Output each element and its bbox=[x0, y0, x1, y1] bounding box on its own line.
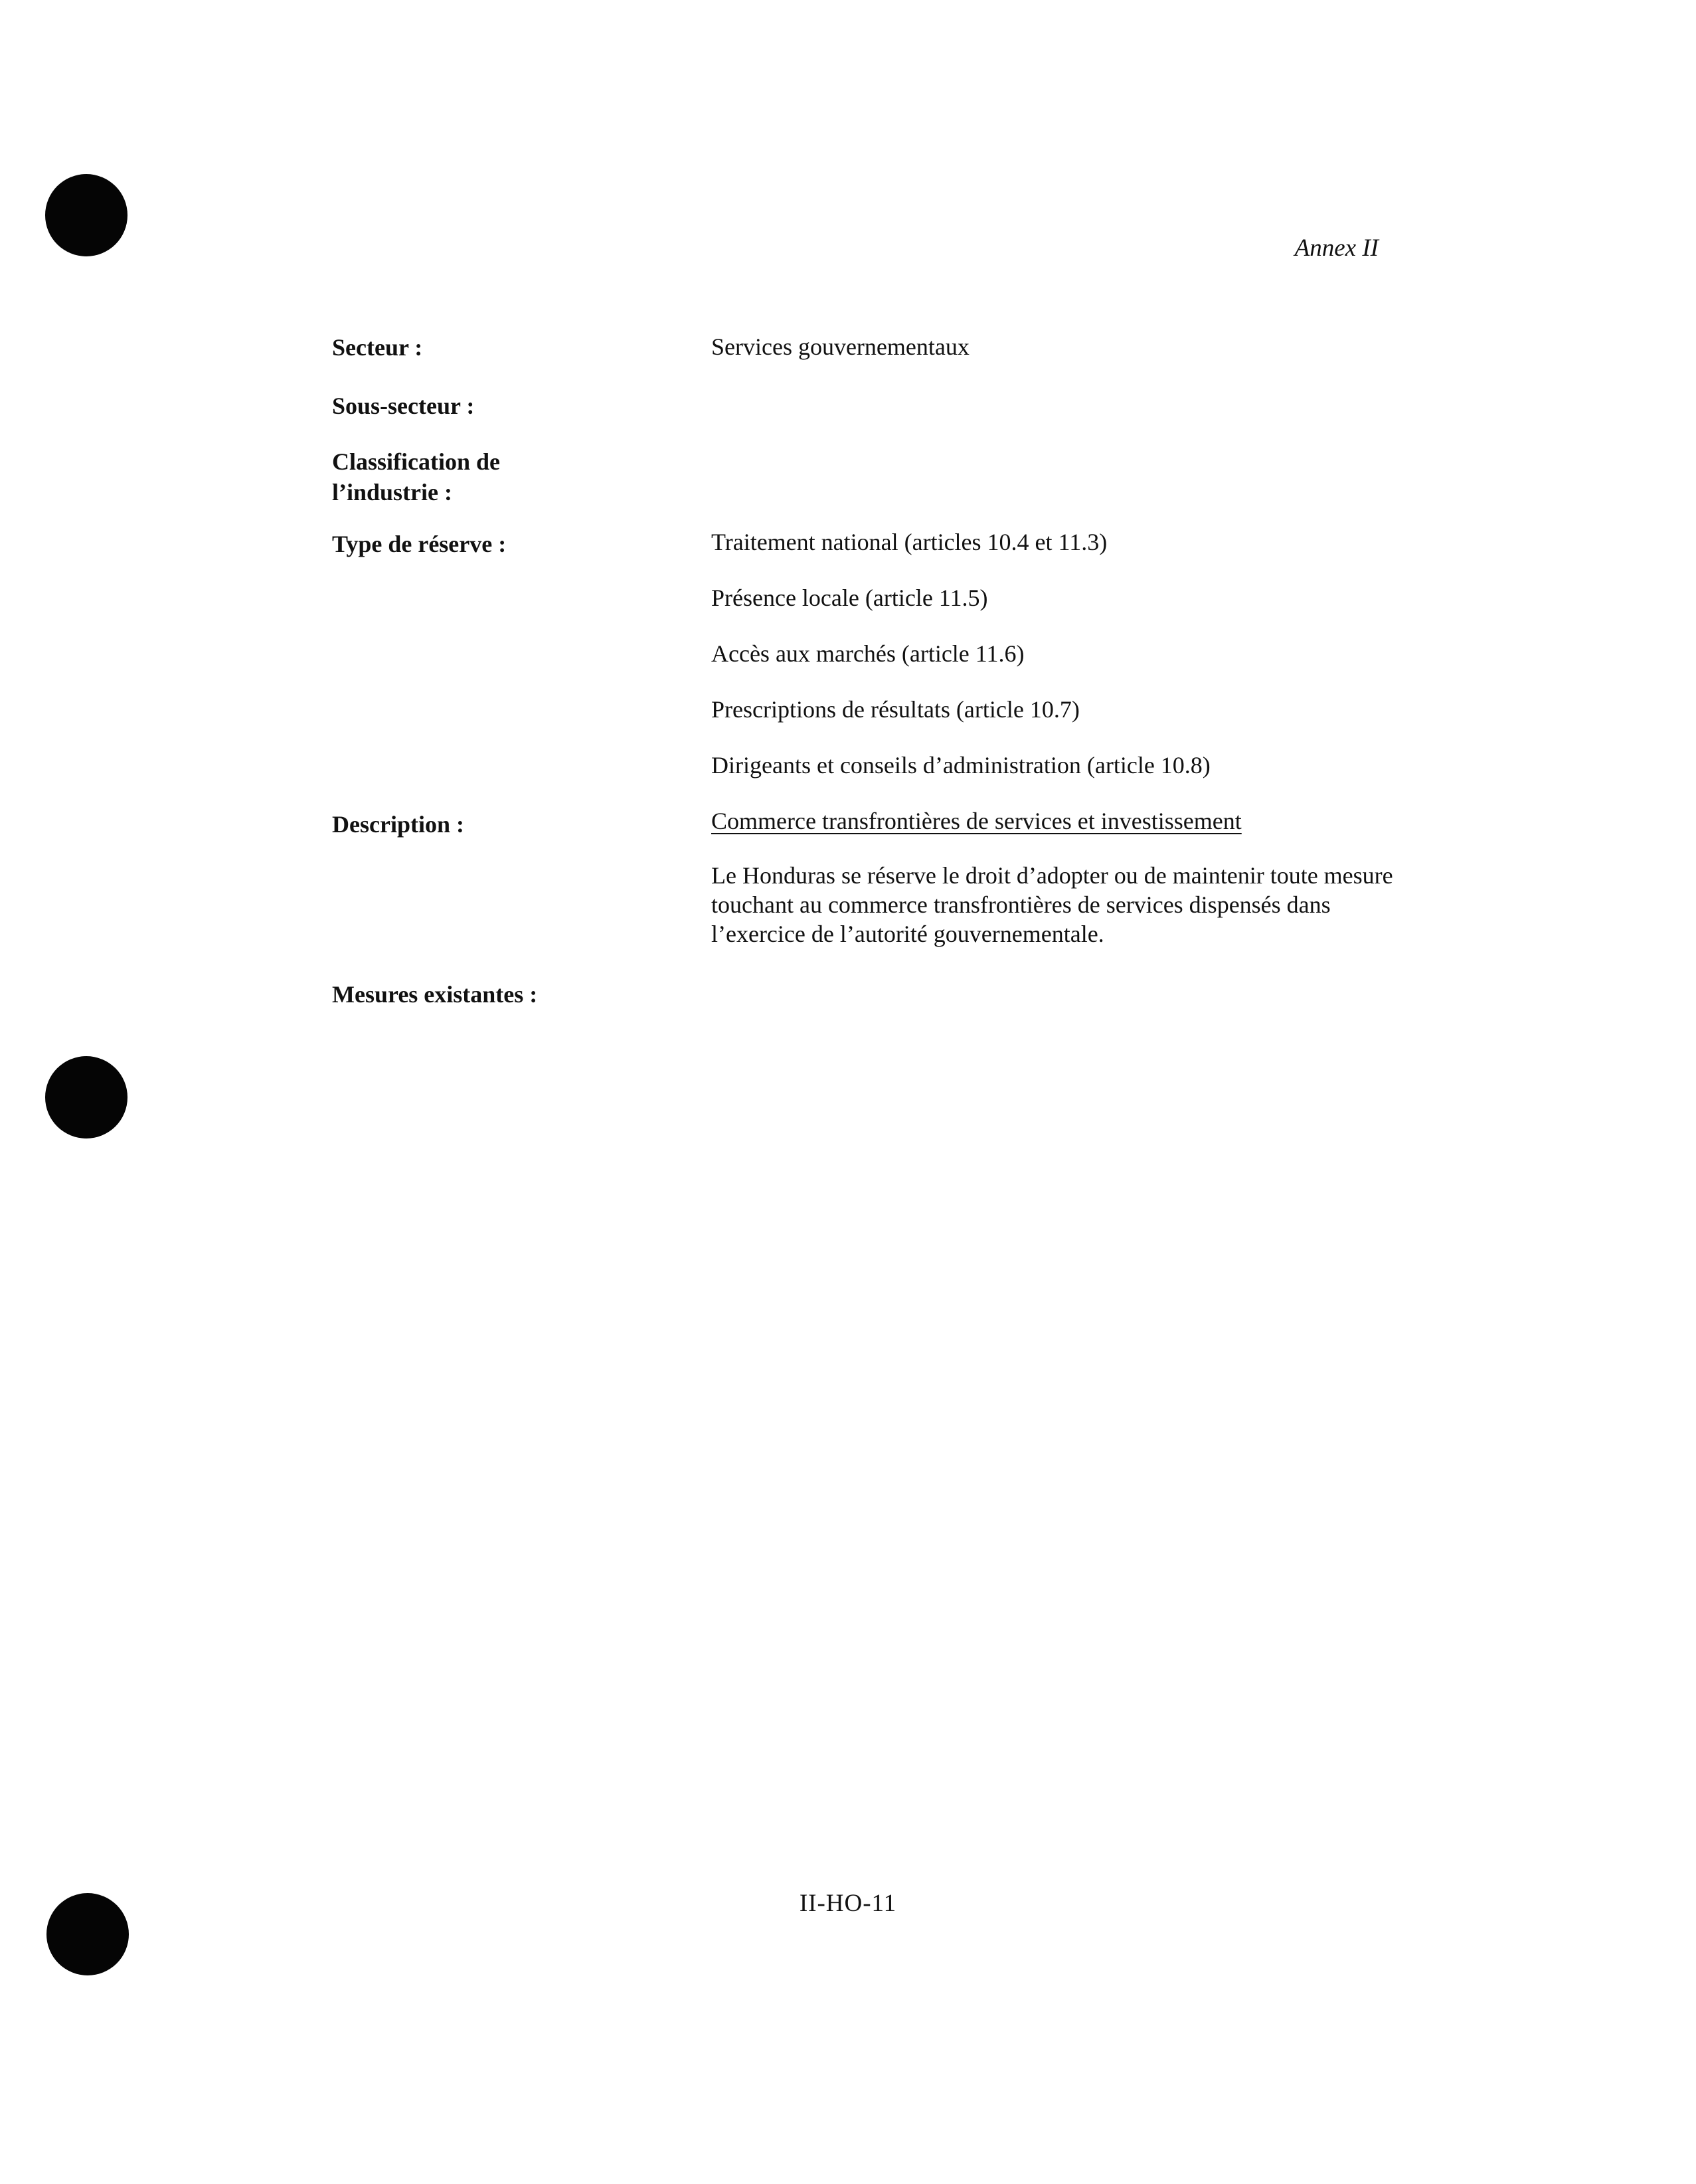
secteur-value: Services gouvernementaux bbox=[711, 333, 970, 360]
classification-label bbox=[332, 446, 611, 507]
secteur-label: Secteur : bbox=[332, 334, 423, 361]
description-label: Description : bbox=[332, 811, 464, 838]
type-reserve-item: Dirigeants et conseils d’administration (article 10.8) bbox=[711, 752, 1211, 778]
page-number: II-HO-11 bbox=[799, 1890, 897, 1917]
classification-label-line2: l’industrie : bbox=[332, 479, 453, 505]
classification-label-line1: Classification de bbox=[332, 448, 501, 475]
type-reserve-item: Traitement national (articles 10.4 et 11.3) bbox=[711, 529, 1108, 555]
binder-hole-middle bbox=[45, 1056, 127, 1138]
mesures-existantes-label: Mesures existantes : bbox=[332, 981, 538, 1008]
type-reserve-item: Accès aux marchés (article 11.6) bbox=[711, 640, 1025, 667]
binder-hole-top bbox=[45, 174, 127, 256]
type-reserve-item: Présence locale (article 11.5) bbox=[711, 585, 988, 611]
description-heading: Commerce transfrontières de services et investissement bbox=[711, 808, 1242, 834]
type-reserve-label: Type de réserve : bbox=[332, 531, 507, 557]
sous-secteur-label: Sous-secteur : bbox=[332, 393, 475, 419]
description-text: Le Honduras se réserve le droit d’adopter ou de maintenir toute mesure touchant au commerce transfrontières de services dispensés dans l’exercice de l’autorité gouvernementale. bbox=[711, 862, 1393, 947]
type-reserve-item: Prescriptions de résultats (article 10.7) bbox=[711, 696, 1080, 723]
annex-header: Annex II bbox=[1294, 234, 1379, 262]
